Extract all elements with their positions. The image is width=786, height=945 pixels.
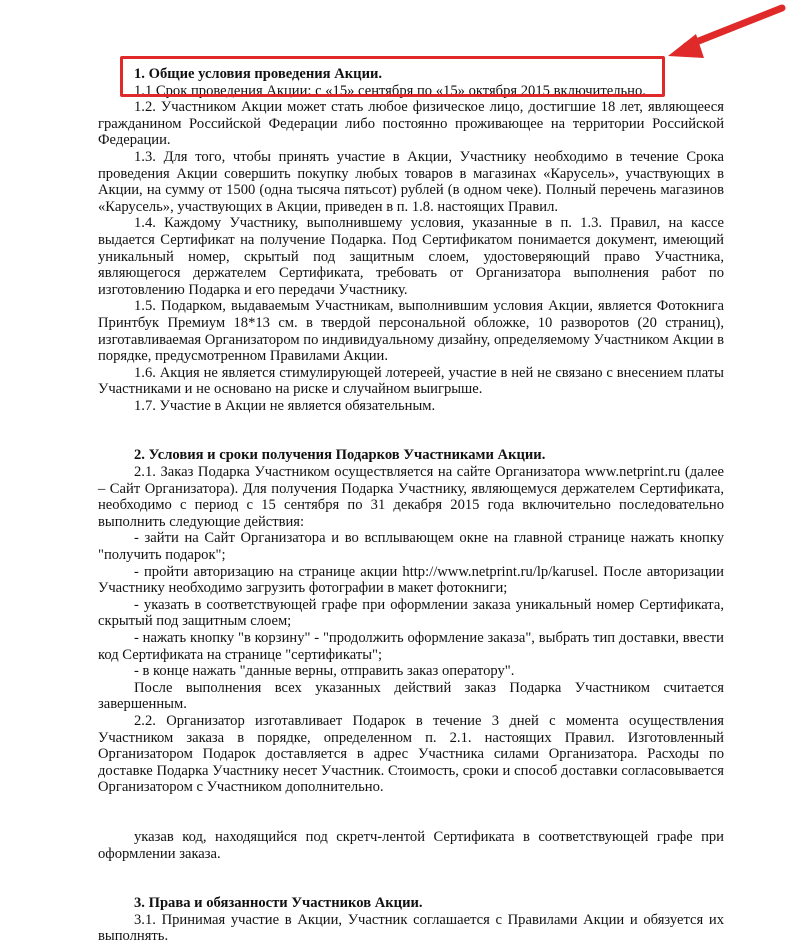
clause-3-1: 3.1. Принимая участие в Акции, Участник соглашается с Правилами Акции и обязуется их выполнять. (98, 911, 724, 945)
after-steps: После выполнения всех указанных действий заказ Подарка Участником считается завершенным. (98, 679, 724, 713)
section-2-heading: 2. Условия и сроки получения Подарков Участниками Акции. (134, 447, 546, 464)
code-note: указав код, находящийся под скретч-лентой Сертификата в соответствующей графе при оформлении заказа. (98, 828, 724, 862)
clause-2-1: 2.1. Заказ Подарка Участником осуществляется на сайте Организатора www.netprint.ru (далее – Сайт Организатора). Для получения Подарка Участнику, являющемуся держателем Сертификата, необходимо с период с 15 сентября по 31 декабря 2015 года включительно последовательно выполнить следующие действия: (98, 464, 724, 530)
document-page (98, 66, 724, 945)
highlight-box (120, 56, 665, 97)
clause-2-2: 2.2. Организатор изготавливает Подарок в течение 3 дней с момента осуществления Участником заказа в порядке, определенном п. 2.1. настоящих Правил. Изготовленный Организатором Подарок доставляется в адрес Участника силами Организатора. Расходы по доставке Подарка Участнику несет Участник. Стоимость, сроки и способ доставки согласовывается Организатором с Участником дополнительно. (98, 712, 724, 796)
step-2: - пройти авторизацию на странице акции http://www.netprint.ru/lp/karusel. После авторизации Участнику необходимо загрузить фотографии в макет фотокниги; (98, 563, 724, 597)
clause-1-7: 1.7. Участие в Акции не является обязательным. (134, 397, 436, 414)
section-1-heading: 1. Общие условия проведения Акции. (134, 66, 383, 82)
clause-1-3: 1.3. Для того, чтобы принять участие в Акции, Участнику необходимо в течение Срока проведения Акции совершить покупку любых товаров в магазинах «Карусель», участвующих в Акции, на сумму от 1500 (одна тысяча пятьсот) рублей (в одном чеке). Полный перечень магазинов «Карусель», участвующих в Акции, приведен в п. 1.8. настоящих Правил. (98, 148, 724, 215)
step-1: - зайти на Сайт Организатора и во всплывающем окне на главной странице нажать кнопку "получить подарок"; (98, 530, 724, 564)
step-3: - указать в соответствующей графе при оформлении заказа уникальный номер Сертификата, скрытый под защитным слоем; (98, 596, 724, 630)
red-arrow-icon (660, 0, 786, 70)
step-5: - в конце нажать "данные верны, отправить заказ оператору". (134, 663, 515, 680)
step-4: - нажать кнопку "в корзину" - "продолжить оформление заказа", выбрать тип доставки, ввести код Сертификата на странице "сертификаты"; (98, 630, 724, 663)
clause-1-5: 1.5. Подарком, выдаваемым Участникам, выполнившим условия Акции, является Фотокнига Принтбук Премиум 18*13 см. в твердой персональной обложке, 10 разворотов (20 страниц), изготавливаемая Организатором по индивидуальному дизайну, определяемому Участником Акции в порядке, предусмотренном Правилами Акции. (98, 298, 724, 365)
clause-1-6: 1.6. Акция не является стимулирующей лотереей, участие в ней не связано с внесением платы Участниками и не основано на риске и случайном выигрыше. (98, 364, 724, 398)
clause-1-4: 1.4. Каждому Участнику, выполнившему условия, указанные в п. 1.3. Правил, на кассе выдается Сертификат на получение Подарка. Под Сертификатом понимается документ, имеющий уникальный номер, скрытый под защитным слоем, удостоверяющий право Участника, являющегося держателем Сертификата, требовать от Организатора выполнения работ по изготовлению Подарка и его передачи Участнику. (98, 215, 724, 298)
clause-1-2: 1.2. Участником Акции может стать любое физическое лицо, достигшие 18 лет, являющееся гражданином Российской Федерации либо постоянно проживающее на территории Российской Федерации. (98, 99, 724, 149)
section-3-heading: 3. Права и обязанности Участников Акции. (134, 895, 423, 912)
clause-1-1: 1.1 Срок проведения Акции: с «15» сентября по «15» октября 2015 включительно. (134, 82, 646, 99)
